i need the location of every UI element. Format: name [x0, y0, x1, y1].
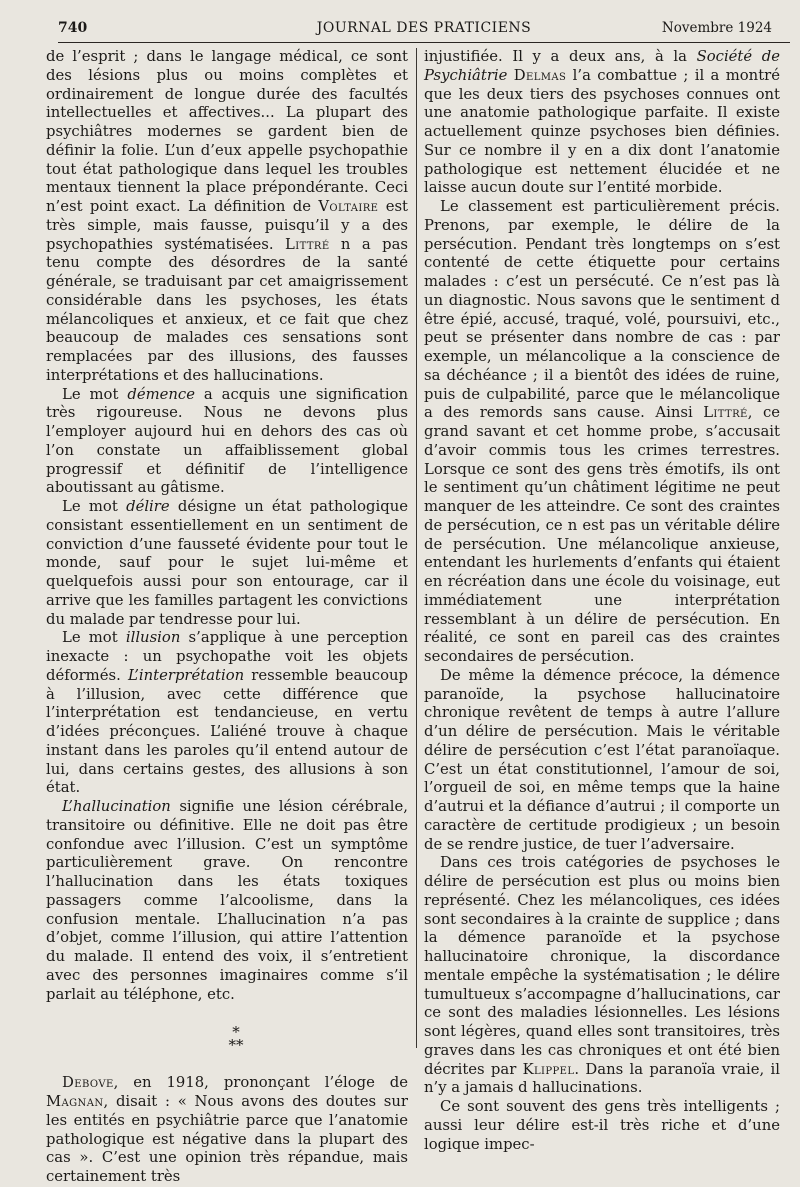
- running-header: [58, 18, 790, 43]
- page-number: 740: [58, 20, 88, 36]
- paragraph-delire: Le mot délire désigne un état pathologique consistant essentiellement en un sentiment de conviction d’une fausseté évidente pour tout le monde, sauf pour le sujet lui-même et quelquefois aussi pour son entourage, car il arrive que les familles partagent les convictions du malade par tendresse pour lui.: [46, 498, 408, 628]
- issue-date: Novembre 1924: [661, 20, 772, 36]
- right-column: [424, 48, 780, 1154]
- paragraph-folie: de l’esprit ; dans le langage médical, ce sont des lésions plus ou moins complètes et ordinairement de longue durée des facultés intellectuelles et affectives... La plupart des psychiâtres modernes se gardent bien de définir la folie. L’un d’eux appelle psychopathie tout état pathologique dans lequel les troubles mentaux tiennent la place prépondérante. Ceci n’est point exact. La définition de Voltaire est très simple, mais fausse, puisqu’il y a des psychopathies systématisées. Littré n a pas tenu compte des désordres de la santé générale, se traduisant par cet amaigrissement considérable dans les psychoses, les états mélancoliques et anxieux, et ce fait que chez beaucoup de malades ces sensations sont remplacées par des illusions, des fausses interprétations et des hallucinations.: [46, 48, 409, 384]
- paragraph-entites: injustifiée. Il y a deux ans, à la Société de Psychiâtrie Delmas l’a combattue ; il a montré que les deux tiers des psychoses connues ont une anatomie pathologique parfaite. Il existe actuellement quinze psychoses bien définies. Sur ce nombre il y en a dix dont l’anatomie pathologique est nettement élucidée et ne laisse aucun doute sur l’entité morbide.: [424, 48, 780, 197]
- paragraph-categories: Dans ces trois catégories de psychoses le délire de persécution est plus ou moins bien représenté. Chez les mélancoliques, ces idées sont secondaires à la crainte de supplice ; dans la démence paranoïde et la psychose hallucinatoire chronique, la discordance mentale empêche la systématisation ; le délire tumultueux s’accompagne d’hallucinations, car ce sont des maladies lésionnelles. Les lésions sont légères, quand elles sont transitoires, très graves dans les cas chroniques et ont été bien décrites par Klippel. Dans la paranoïa vraie, il n’y a jamais d hallucinations.: [424, 854, 780, 1097]
- paragraph-intelligents: Ce sont souvent des gens très intelligents ; aussi leur délire est-il très riche et d’une logique impec-: [424, 1098, 780, 1153]
- section-separator-asterism: * **: [228, 1023, 244, 1055]
- journal-title: JOURNAL DES PRATICIENS: [316, 20, 532, 36]
- left-column: [46, 48, 408, 1187]
- paragraph-illusion: Le mot illusion s’applique à une perception inexacte : un psychopathe voit les objets déformés. L’interprétation ressemble beaucoup à l’illusion, avec cette différence que l’interprétation est tendancieuse, en vertu d’idées préconçues. L’aliéné trouve à chaque instant dans les paroles qu’il entend autour de lui, dans certains gestes, des allusions à son état.: [46, 629, 409, 797]
- paragraph-debove: Debove, en 1918, prononçant l’éloge de Magnan, disait : « Nous avons des doutes sur les entités en psychiâtrie parce que l’anatomie pathologique est négative dans la plupart des cas ». C’est une opinion très répandue, mais certainement très: [46, 1074, 408, 1185]
- paragraph-demence-precoce: De même la démence précoce, la démence paranoïde, la psychose hallucinatoire chronique revêtent de temps à autre l’allure d’un délire de persécution. Mais le véritable délire de persécution c’est l’état paranoïaque. C’est un état constitutionnel, l’amour de soi, l’orgueil de soi, en même temps que la haine d’autrui et la défiance d’autrui ; il comporte un caractère de certitude prodigieux ; un besoin de se rendre justice, de tuer l’adversaire.: [424, 666, 780, 853]
- paragraph-hallucination: L’hallucination signifie une lésion cérébrale, transitoire ou définitive. Elle ne doit pas être confondue avec l’illusion. C’est un symptôme particulièrement grave. On rencontre l’hallucination dans les états toxiques passagers comme l’alcoolisme, dans la confusion mentale. L’hallucination n’a pas d’objet, comme l’illusion, qui attire l’attention du malade. Il entend des voix, il s’entretient avec des personnes imaginaires comme s’il parlait au téléphone, etc.: [46, 798, 408, 1003]
- paragraph-classement: Le classement est particulièrement précis. Prenons, par exemple, le délire de la persécution. Pendant très longtemps on s’est contenté de cette étiquette pour certains malades : c’est un persécuté. Ce n’est pas là un diagnostic. Nous savons que le sentiment d être épié, accusé, traqué, volé, poursuivi, etc., peut se présenter dans nombre de cas : par exemple, un mélancolique a la conscience de sa déchéance ; il a bientôt des idées de ruine, puis de culpabilité, parce que le mélancolique a des remords sans cause. Ainsi Littré, ce grand savant et cet homme probe, s’accusait d’avoir commis tous les crimes terrestres. Lorsque ce sont des gens très émotifs, ils ont le sentiment qu’un châtiment légitime ne peut manquer de les atteindre. Ce sont des craintes de persécution, ce n est pas un véritable délire de persécution. Une mélancolique anxieuse, entendant les hurlements d’enfants qui étaient en récréation dans une école du voisinage, eut immédiatement une interprétation ressemblant à un délire de persécution. En réalité, ce sont en pareil cas des craintes secondaires de persécution.: [424, 198, 781, 665]
- column-rule: [416, 48, 417, 1048]
- paragraph-demence: Le mot démence a acquis une signification très rigoureuse. Nous ne devons plus l’employer aujourd hui en dehors des cas où l’on constate un affaiblissement global progressif et définitif de l’intelligence aboutissant au gâtisme.: [46, 385, 408, 497]
